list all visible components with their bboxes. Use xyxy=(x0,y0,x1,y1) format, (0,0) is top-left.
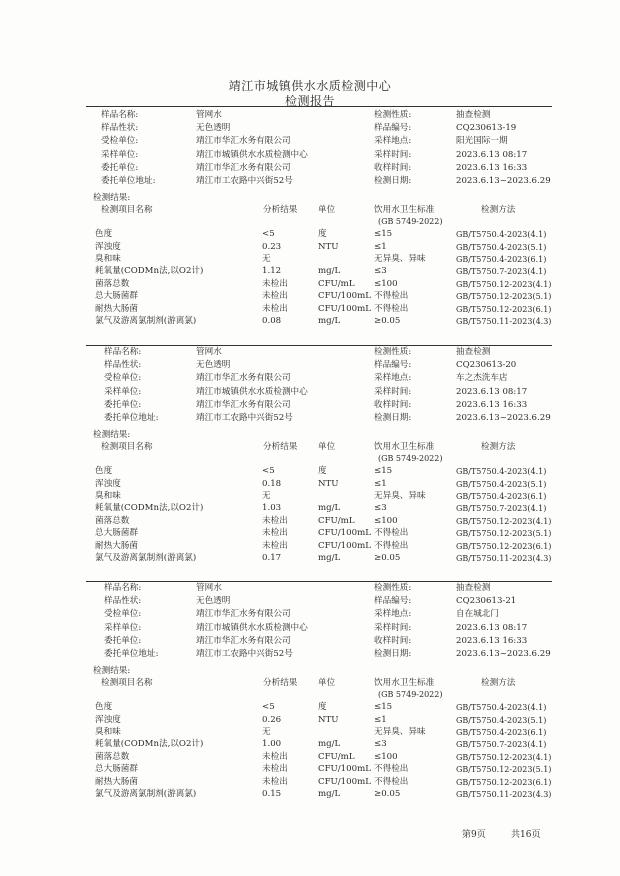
item-method: GB/T5750.4-2023(6.1) xyxy=(456,492,547,501)
value-sample-name: 管网水 xyxy=(196,583,222,593)
value-client-address: 靖江市工农路中兴街52号 xyxy=(196,176,293,186)
item-method: GB/T5750.4-2023(4.1) xyxy=(456,230,547,240)
item-method: GB/T5750.4-2023(4.1) xyxy=(456,467,547,477)
label-sampling-site: 采样地点: xyxy=(374,609,412,620)
item-name: 总大肠菌群 xyxy=(95,291,138,302)
label-sample-no: 样品编号: xyxy=(374,123,412,134)
results-label: 检测结果: xyxy=(93,193,131,204)
label-receive-time: 收样时间: xyxy=(374,399,412,410)
item-result: 0.08 xyxy=(262,316,282,326)
value-sample-no: CQ230613-19 xyxy=(456,123,517,134)
item-name: 耐热大肠菌 xyxy=(95,540,138,551)
item-unit: CFU/100mL xyxy=(318,540,371,551)
results-label: 检测结果: xyxy=(93,666,131,677)
item-method: GB/T5750.12-2023(6.1) xyxy=(456,304,552,314)
item-unit: CFU/100mL xyxy=(318,303,371,314)
item-unit: CFU/100mL xyxy=(318,291,371,302)
item-method: GB/T5750.12-2023(5.1) xyxy=(456,765,552,775)
label-sample-nature: 样品性状: xyxy=(104,596,142,607)
item-name: 臭和味 xyxy=(95,491,121,501)
value-sampling-site: 车之杰洗车店 xyxy=(456,373,508,384)
label-client-unit: 委托单位: xyxy=(104,635,142,646)
col-unit-header: 单位 xyxy=(318,205,336,216)
item-unit: mg/L xyxy=(318,503,341,514)
item-unit: NTU xyxy=(318,478,339,489)
item-standard: 无异臭、异味 xyxy=(374,727,426,737)
value-client-address: 靖江市工农路中兴街52号 xyxy=(196,649,293,659)
item-unit: NTU xyxy=(318,241,339,252)
item-result: 未检出 xyxy=(262,515,288,526)
item-unit: mg/L xyxy=(318,316,341,326)
col-unit-header: 单位 xyxy=(318,442,336,453)
value-sampling-unit: 靖江市城镇供水水质检测中心 xyxy=(196,386,308,397)
value-sampling-unit: 靖江市城镇供水水质检测中心 xyxy=(196,149,308,160)
value-sampling-time: 2023.6.13 08:17 xyxy=(456,622,528,633)
label-sampling-site: 采样地点: xyxy=(374,373,412,384)
item-result: 0.18 xyxy=(262,478,282,489)
value-sample-nature: 无色透明 xyxy=(196,123,231,134)
label-sampling-unit: 采样单位: xyxy=(104,622,142,633)
item-standard: ≤100 xyxy=(374,278,398,289)
item-standard: ≤100 xyxy=(374,751,398,762)
item-result: <5 xyxy=(262,466,275,477)
label-client-unit: 委托单位: xyxy=(104,399,142,410)
item-method: GB/T5750.4-2023(6.1) xyxy=(456,255,547,264)
item-standard: ≥0.05 xyxy=(374,316,401,326)
item-result: 未检出 xyxy=(262,776,288,787)
item-result: 0.17 xyxy=(262,553,282,563)
label-test-type: 检测性质: xyxy=(374,347,412,357)
item-unit: CFU/100mL xyxy=(318,776,371,787)
item-method: GB/T5750.11-2023(4.3) xyxy=(456,554,552,563)
item-result: 未检出 xyxy=(262,291,288,302)
item-result: 未检出 xyxy=(262,764,288,775)
label-sampling-unit: 采样单位: xyxy=(104,386,142,397)
item-method: GB/T5750.4-2023(5.1) xyxy=(456,479,547,489)
section-divider xyxy=(86,345,552,346)
value-sample-nature: 无色透明 xyxy=(196,360,231,371)
item-result: 0.15 xyxy=(262,789,282,799)
item-name: 色度 xyxy=(95,466,113,477)
value-sampling-time: 2023.6.13 08:17 xyxy=(456,386,528,397)
item-name: 浑浊度 xyxy=(95,241,121,252)
item-name: 浑浊度 xyxy=(95,714,121,725)
value-client-unit: 靖江市华汇水务有限公司 xyxy=(196,399,291,410)
label-receive-time: 收样时间: xyxy=(374,162,412,173)
value-receive-time: 2023.6.13 16:33 xyxy=(456,635,528,646)
item-name: 耐热大肠菌 xyxy=(95,776,138,787)
value-receive-time: 2023.6.13 16:33 xyxy=(456,162,528,173)
item-method: GB/T5750.7-2023(4.1) xyxy=(456,740,547,750)
col-standard-header: 饮用水卫生标准 xyxy=(374,442,435,453)
item-method: GB/T5750.12-2023(4.1) xyxy=(456,516,552,526)
item-result: 1.03 xyxy=(262,503,282,514)
col-item-header: 检测项目名称 xyxy=(101,442,153,453)
label-test-type: 检测性质: xyxy=(374,583,412,593)
item-standard: 不得检出 xyxy=(374,540,409,551)
item-result: 0.23 xyxy=(262,241,282,252)
item-name: 耐热大肠菌 xyxy=(95,303,138,314)
item-unit: mg/L xyxy=(318,739,341,750)
item-standard: 不得检出 xyxy=(374,776,409,787)
item-result: 无 xyxy=(262,727,271,737)
item-result: 未检出 xyxy=(262,540,288,551)
col-standard-header: 饮用水卫生标准 xyxy=(374,205,435,216)
label-sampling-time: 采样时间: xyxy=(374,149,412,160)
col-method-header: 检测方法 xyxy=(481,678,516,689)
item-standard: 无异臭、异味 xyxy=(374,254,426,264)
item-unit: mg/L xyxy=(318,789,341,799)
label-commission-unit: 受检单位: xyxy=(104,609,142,620)
value-test-type: 抽查检测 xyxy=(456,347,491,357)
item-standard: ≤3 xyxy=(374,739,387,750)
item-result: 无 xyxy=(262,491,271,501)
item-method: GB/T5750.4-2023(4.1) xyxy=(456,703,547,713)
label-commission-unit: 受检单位: xyxy=(101,136,139,147)
item-standard: ≤3 xyxy=(374,266,387,277)
item-method: GB/T5750.12-2023(4.1) xyxy=(456,279,552,289)
label-sample-nature: 样品性状: xyxy=(104,360,142,371)
item-standard: ≤15 xyxy=(374,702,393,713)
item-method: GB/T5750.12-2023(6.1) xyxy=(456,777,552,787)
item-name: 氯气及游离氯制剂(游离氯) xyxy=(95,316,197,326)
value-sample-name: 管网水 xyxy=(196,347,222,357)
item-method: GB/T5750.4-2023(6.1) xyxy=(456,728,547,737)
item-standard: ≤1 xyxy=(374,241,387,252)
value-commission-unit: 靖江市华汇水务有限公司 xyxy=(196,136,291,147)
item-method: GB/T5750.12-2023(6.1) xyxy=(456,541,552,551)
value-test-date: 2023.6.13~2023.6.29 xyxy=(456,176,551,186)
item-result: 1.00 xyxy=(262,739,282,750)
label-sampling-site: 采样地点: xyxy=(374,136,412,147)
label-client-unit: 委托单位: xyxy=(101,162,139,173)
item-name: 耗氧量(CODMn法,以O2计) xyxy=(95,503,204,514)
item-unit: CFU/100mL xyxy=(318,764,371,775)
item-unit: CFU/mL xyxy=(318,515,355,526)
item-name: 耗氧量(CODMn法,以O2计) xyxy=(95,739,204,750)
label-receive-time: 收样时间: xyxy=(374,635,412,646)
item-unit: 度 xyxy=(318,466,327,477)
item-name: 菌落总数 xyxy=(95,515,130,526)
col-item-header: 检测项目名称 xyxy=(101,678,153,689)
col-method-header: 检测方法 xyxy=(481,205,516,216)
value-sample-nature: 无色透明 xyxy=(196,596,231,607)
value-test-type: 抽查检测 xyxy=(456,583,491,593)
item-name: 色度 xyxy=(95,229,113,240)
item-unit: CFU/mL xyxy=(318,751,355,762)
item-standard: ≥0.05 xyxy=(374,553,401,563)
item-name: 臭和味 xyxy=(95,727,121,737)
value-sampling-site: 自在城北门 xyxy=(456,609,499,620)
value-commission-unit: 靖江市华汇水务有限公司 xyxy=(196,609,291,620)
item-standard: 无异臭、异味 xyxy=(374,491,426,501)
label-client-address: 委托单位地址: xyxy=(104,413,159,423)
col-item-header: 检测项目名称 xyxy=(101,205,153,216)
center-title: 靖江市城镇供水水质检测中心 xyxy=(228,79,392,93)
item-unit: 度 xyxy=(318,702,327,713)
label-sample-no: 样品编号: xyxy=(374,360,412,371)
header-divider xyxy=(86,106,552,107)
item-standard: ≤15 xyxy=(374,466,393,477)
value-test-date: 2023.6.13~2023.6.29 xyxy=(456,413,551,423)
item-unit: mg/L xyxy=(318,266,341,277)
value-sampling-time: 2023.6.13 08:17 xyxy=(456,149,528,160)
value-client-address: 靖江市工农路中兴街52号 xyxy=(196,413,293,423)
item-standard: ≤100 xyxy=(374,515,398,526)
item-name: 臭和味 xyxy=(95,254,121,264)
item-result: 未检出 xyxy=(262,278,288,289)
page-number: 第9页 xyxy=(462,830,486,840)
item-method: GB/T5750.4-2023(5.1) xyxy=(456,715,547,725)
value-sampling-site: 阳光国际一期 xyxy=(456,136,508,147)
item-name: 氯气及游离氯制剂(游离氯) xyxy=(95,553,197,563)
item-method: GB/T5750.12-2023(5.1) xyxy=(456,292,552,302)
item-standard: 不得检出 xyxy=(374,764,409,775)
item-result: 0.26 xyxy=(262,714,282,725)
item-result: 未检出 xyxy=(262,303,288,314)
item-result: <5 xyxy=(262,702,275,713)
label-client-address: 委托单位地址: xyxy=(101,176,156,186)
item-result: 无 xyxy=(262,254,271,264)
item-unit: NTU xyxy=(318,714,339,725)
label-commission-unit: 受检单位: xyxy=(104,373,142,384)
value-sample-no: CQ230613-21 xyxy=(456,596,517,607)
label-sample-no: 样品编号: xyxy=(374,596,412,607)
item-unit: CFU/mL xyxy=(318,278,355,289)
item-standard: 不得检出 xyxy=(374,528,409,539)
item-name: 浑浊度 xyxy=(95,478,121,489)
item-name: 总大肠菌群 xyxy=(95,764,138,775)
item-standard: 不得检出 xyxy=(374,303,409,314)
item-result: 1.12 xyxy=(262,266,282,277)
value-sample-name: 管网水 xyxy=(196,110,222,120)
item-unit: 度 xyxy=(318,229,327,240)
col-result-header: 分析结果 xyxy=(263,442,298,453)
item-method: GB/T5750.12-2023(4.1) xyxy=(456,752,552,762)
col-method-header: 检测方法 xyxy=(481,442,516,453)
item-standard: ≤1 xyxy=(374,714,387,725)
page-total: 共16页 xyxy=(511,830,541,840)
label-sample-name: 样品名称: xyxy=(104,583,142,593)
item-method: GB/T5750.7-2023(4.1) xyxy=(456,267,547,277)
label-test-date: 检测日期: xyxy=(374,176,412,186)
value-test-type: 抽查检测 xyxy=(456,110,491,120)
col-standard-code: (GB 5749-2022) xyxy=(378,217,443,227)
label-test-date: 检测日期: xyxy=(374,413,412,423)
item-name: 氯气及游离氯制剂(游离氯) xyxy=(95,789,197,799)
item-standard: 不得检出 xyxy=(374,291,409,302)
item-result: 未检出 xyxy=(262,528,288,539)
item-method: GB/T5750.11-2023(4.3) xyxy=(456,790,552,799)
item-method: GB/T5750.11-2023(4.3) xyxy=(456,317,552,326)
item-name: 耗氧量(CODMn法,以O2计) xyxy=(95,266,204,277)
item-standard: ≤1 xyxy=(374,478,387,489)
label-client-address: 委托单位地址: xyxy=(104,649,159,659)
item-name: 总大肠菌群 xyxy=(95,528,138,539)
label-sample-name: 样品名称: xyxy=(101,110,139,120)
label-sample-name: 样品名称: xyxy=(104,347,142,357)
value-receive-time: 2023.6.13 16:33 xyxy=(456,399,528,410)
item-method: GB/T5750.4-2023(5.1) xyxy=(456,242,547,252)
report-title: 检测报告 xyxy=(284,94,335,108)
item-result: <5 xyxy=(262,229,275,240)
label-sampling-time: 采样时间: xyxy=(374,622,412,633)
col-standard-header: 饮用水卫生标准 xyxy=(374,678,435,689)
col-result-header: 分析结果 xyxy=(263,205,298,216)
col-standard-code: (GB 5749-2022) xyxy=(378,690,443,700)
value-sample-no: CQ230613-20 xyxy=(456,360,517,371)
label-test-type: 检测性质: xyxy=(374,110,412,120)
value-client-unit: 靖江市华汇水务有限公司 xyxy=(196,635,291,646)
item-name: 菌落总数 xyxy=(95,751,130,762)
item-name: 菌落总数 xyxy=(95,278,130,289)
value-sampling-unit: 靖江市城镇供水水质检测中心 xyxy=(196,622,308,633)
label-test-date: 检测日期: xyxy=(374,649,412,659)
label-sampling-unit: 采样单位: xyxy=(101,149,139,160)
item-unit: CFU/100mL xyxy=(318,528,371,539)
value-commission-unit: 靖江市华汇水务有限公司 xyxy=(196,373,291,384)
results-label: 检测结果: xyxy=(93,430,131,441)
item-name: 色度 xyxy=(95,702,113,713)
item-result: 未检出 xyxy=(262,751,288,762)
item-method: GB/T5750.12-2023(5.1) xyxy=(456,529,552,539)
value-client-unit: 靖江市华汇水务有限公司 xyxy=(196,162,291,173)
col-result-header: 分析结果 xyxy=(263,678,298,689)
col-standard-code: (GB 5749-2022) xyxy=(378,454,443,464)
value-test-date: 2023.6.13~2023.6.29 xyxy=(456,649,551,659)
item-method: GB/T5750.7-2023(4.1) xyxy=(456,504,547,514)
item-standard: ≤15 xyxy=(374,229,393,240)
col-unit-header: 单位 xyxy=(318,678,336,689)
label-sample-nature: 样品性状: xyxy=(101,123,139,134)
item-unit: mg/L xyxy=(318,553,341,563)
item-standard: ≤3 xyxy=(374,503,387,514)
label-sampling-time: 采样时间: xyxy=(374,386,412,397)
item-standard: ≥0.05 xyxy=(374,789,401,799)
section-divider xyxy=(86,581,552,582)
